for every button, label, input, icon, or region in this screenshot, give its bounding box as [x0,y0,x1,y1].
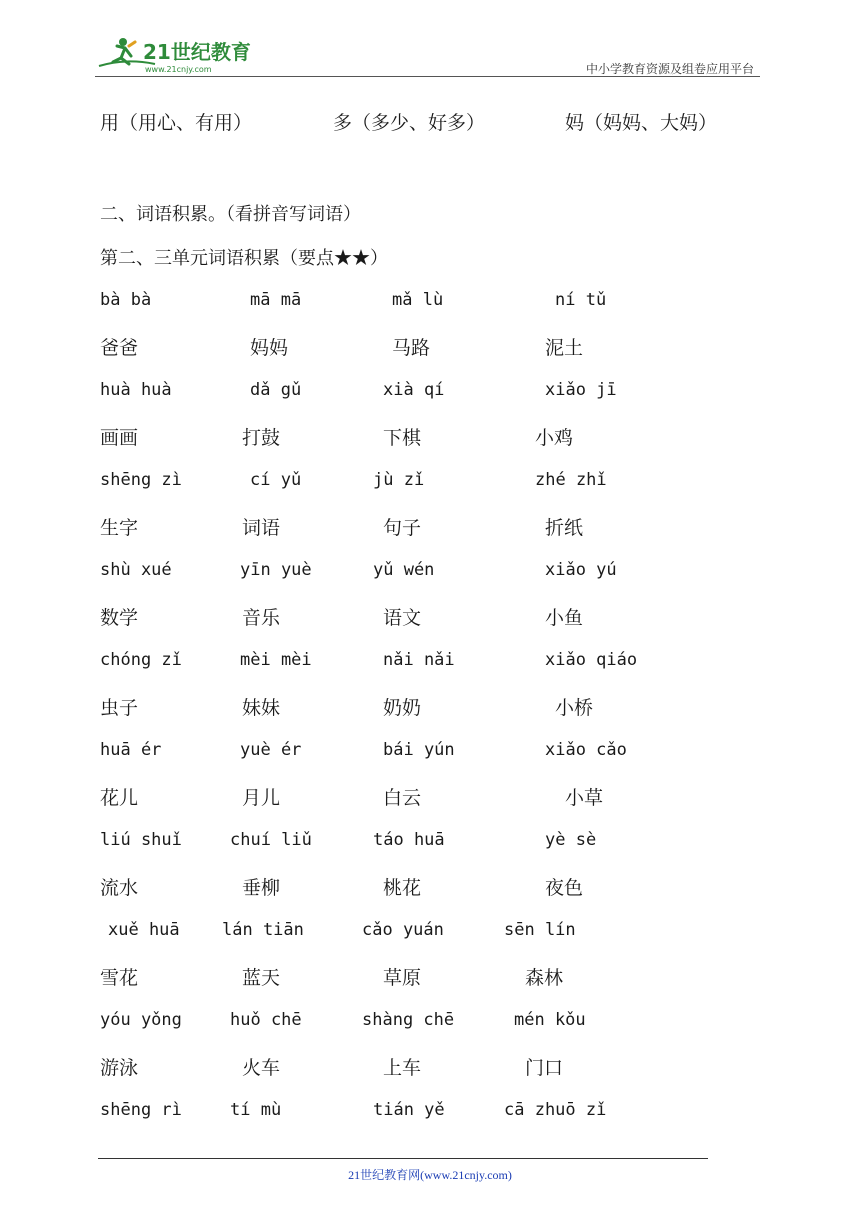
hanzi-row [0,1053,860,1083]
pinyin-item: liú shuǐ [100,830,182,850]
hanzi-item: 雪花 [100,967,139,989]
pinyin-row [0,380,860,410]
logo-url: www.21cnjy.com [145,65,212,74]
footer-text: 21世纪教育网(www.21cnjy.com) [348,1168,512,1182]
pinyin-item: xià qí [383,380,445,400]
hanzi-item: 泥土 [545,337,584,359]
hanzi-row [0,513,860,543]
hanzi-item: 夜色 [545,877,584,899]
hanzi-item: 句子 [383,517,422,539]
hanzi-item: 音乐 [242,607,281,629]
pinyin-item: shàng chē [362,1010,455,1030]
hanzi-item: 爸爸 [100,337,139,359]
hanzi-item: 数学 [100,607,139,629]
pinyin-item: mén kǒu [514,1010,586,1030]
pinyin-item: cǎo yuán [362,920,444,940]
pinyin-item: yè sè [545,830,597,850]
logo [95,32,265,76]
pinyin-item: shēng zì [100,470,182,490]
hanzi-item: 打鼓 [242,427,281,449]
pinyin-item: jù zǐ [373,470,425,490]
pinyin-item: xuě huā [108,920,180,940]
pinyin-item: yīn yuè [240,560,312,580]
section-title: 二、词语积累。（看拼音写词语） [100,204,361,225]
hanzi-item: 门口 [525,1057,564,1079]
pinyin-item: huā ér [100,740,162,760]
pinyin-row [0,740,860,770]
pinyin-item: cā zhuō zǐ [504,1100,607,1120]
hanzi-row [0,693,860,723]
hanzi-item: 白云 [383,787,422,809]
header-divider [95,76,760,77]
pinyin-item: yóu yǒng [100,1010,182,1030]
pinyin-row [0,920,860,950]
pinyin-item: mèi mèi [240,650,312,670]
pinyin-item: sēn lín [504,920,576,940]
hanzi-item: 下棋 [383,427,422,449]
hanzi-row [0,423,860,453]
hanzi-item: 小鱼 [545,607,584,629]
hanzi-item: 妹妹 [242,697,281,719]
pinyin-item: chóng zǐ [100,650,182,670]
pinyin-item: bái yún [383,740,455,760]
pinyin-item: lán tiān [222,920,304,940]
pinyin-item: tí mù [230,1100,282,1120]
pinyin-item: yǔ wén [373,560,435,580]
pinyin-row-last [0,1100,860,1130]
pinyin-item: xiǎo qiáo [545,650,638,670]
pinyin-row [0,1010,860,1040]
top-item-1: 用（用心、有用） [100,112,253,134]
pinyin-row [0,650,860,680]
unit-title: 第二、三单元词语积累（要点★★） [100,248,388,269]
hanzi-item: 花儿 [100,787,139,809]
hanzi-item: 蓝天 [242,967,281,989]
pinyin-item: huǒ chē [230,1010,302,1030]
pinyin-row [0,560,860,590]
hanzi-row [0,603,860,633]
hanzi-item: 语文 [383,607,422,629]
hanzi-item: 流水 [100,877,139,899]
pinyin-item: xiǎo jī [545,380,617,400]
hanzi-item: 垂柳 [242,877,281,899]
hanzi-item: 上车 [383,1057,422,1079]
pinyin-item: tián yě [373,1100,445,1120]
top-row [0,108,860,138]
pinyin-item: bà bà [100,290,152,310]
hanzi-item: 小鸡 [535,427,574,449]
hanzi-item: 森林 [525,967,564,989]
pinyin-item: yuè ér [240,740,302,760]
pinyin-item: táo huā [373,830,445,850]
pinyin-item: mǎ lù [392,290,444,310]
hanzi-item: 小草 [565,787,604,809]
pinyin-item: chuí liǔ [230,830,312,850]
hanzi-row [0,873,860,903]
hanzi-item: 词语 [242,517,281,539]
hanzi-item: 桃花 [383,877,422,899]
header-platform-text: 中小学教育资源及组卷应用平台 [585,62,754,76]
hanzi-row [0,333,860,363]
pinyin-item: cí yǔ [250,470,302,490]
top-item-3: 妈（妈妈、大妈） [565,112,718,134]
hanzi-row [0,963,860,993]
pinyin-item: nǎi nǎi [383,650,455,670]
hanzi-item: 马路 [392,337,431,359]
page-header [95,32,760,80]
top-item-2: 多（多少、好多） [333,112,486,134]
pinyin-item: shēng rì [100,1100,182,1120]
hanzi-item: 火车 [242,1057,281,1079]
hanzi-item: 奶奶 [383,697,422,719]
pinyin-row [0,470,860,500]
hanzi-item: 画画 [100,427,139,449]
hanzi-item: 月儿 [242,787,281,809]
footer-divider [98,1158,708,1159]
logo-text: 21世纪教育 [143,40,251,64]
hanzi-row [0,783,860,813]
pinyin-item: xiǎo yú [545,560,617,580]
pinyin-item: zhé zhǐ [535,470,607,490]
hanzi-item: 虫子 [100,697,139,719]
hanzi-item: 折纸 [545,517,584,539]
hanzi-item: 妈妈 [250,337,289,359]
pinyin-item: xiǎo cǎo [545,740,627,760]
pinyin-item: dǎ gǔ [250,380,302,400]
hanzi-item: 生字 [100,517,139,539]
pinyin-item: shù xué [100,560,172,580]
pinyin-row [0,290,860,320]
hanzi-item: 游泳 [100,1057,139,1079]
pinyin-item: ní tǔ [555,290,607,310]
pinyin-item: mā mā [250,290,302,310]
hanzi-item: 草原 [383,967,422,989]
hanzi-item: 小桥 [555,697,594,719]
pinyin-row [0,830,860,860]
pinyin-item: huà huà [100,380,172,400]
